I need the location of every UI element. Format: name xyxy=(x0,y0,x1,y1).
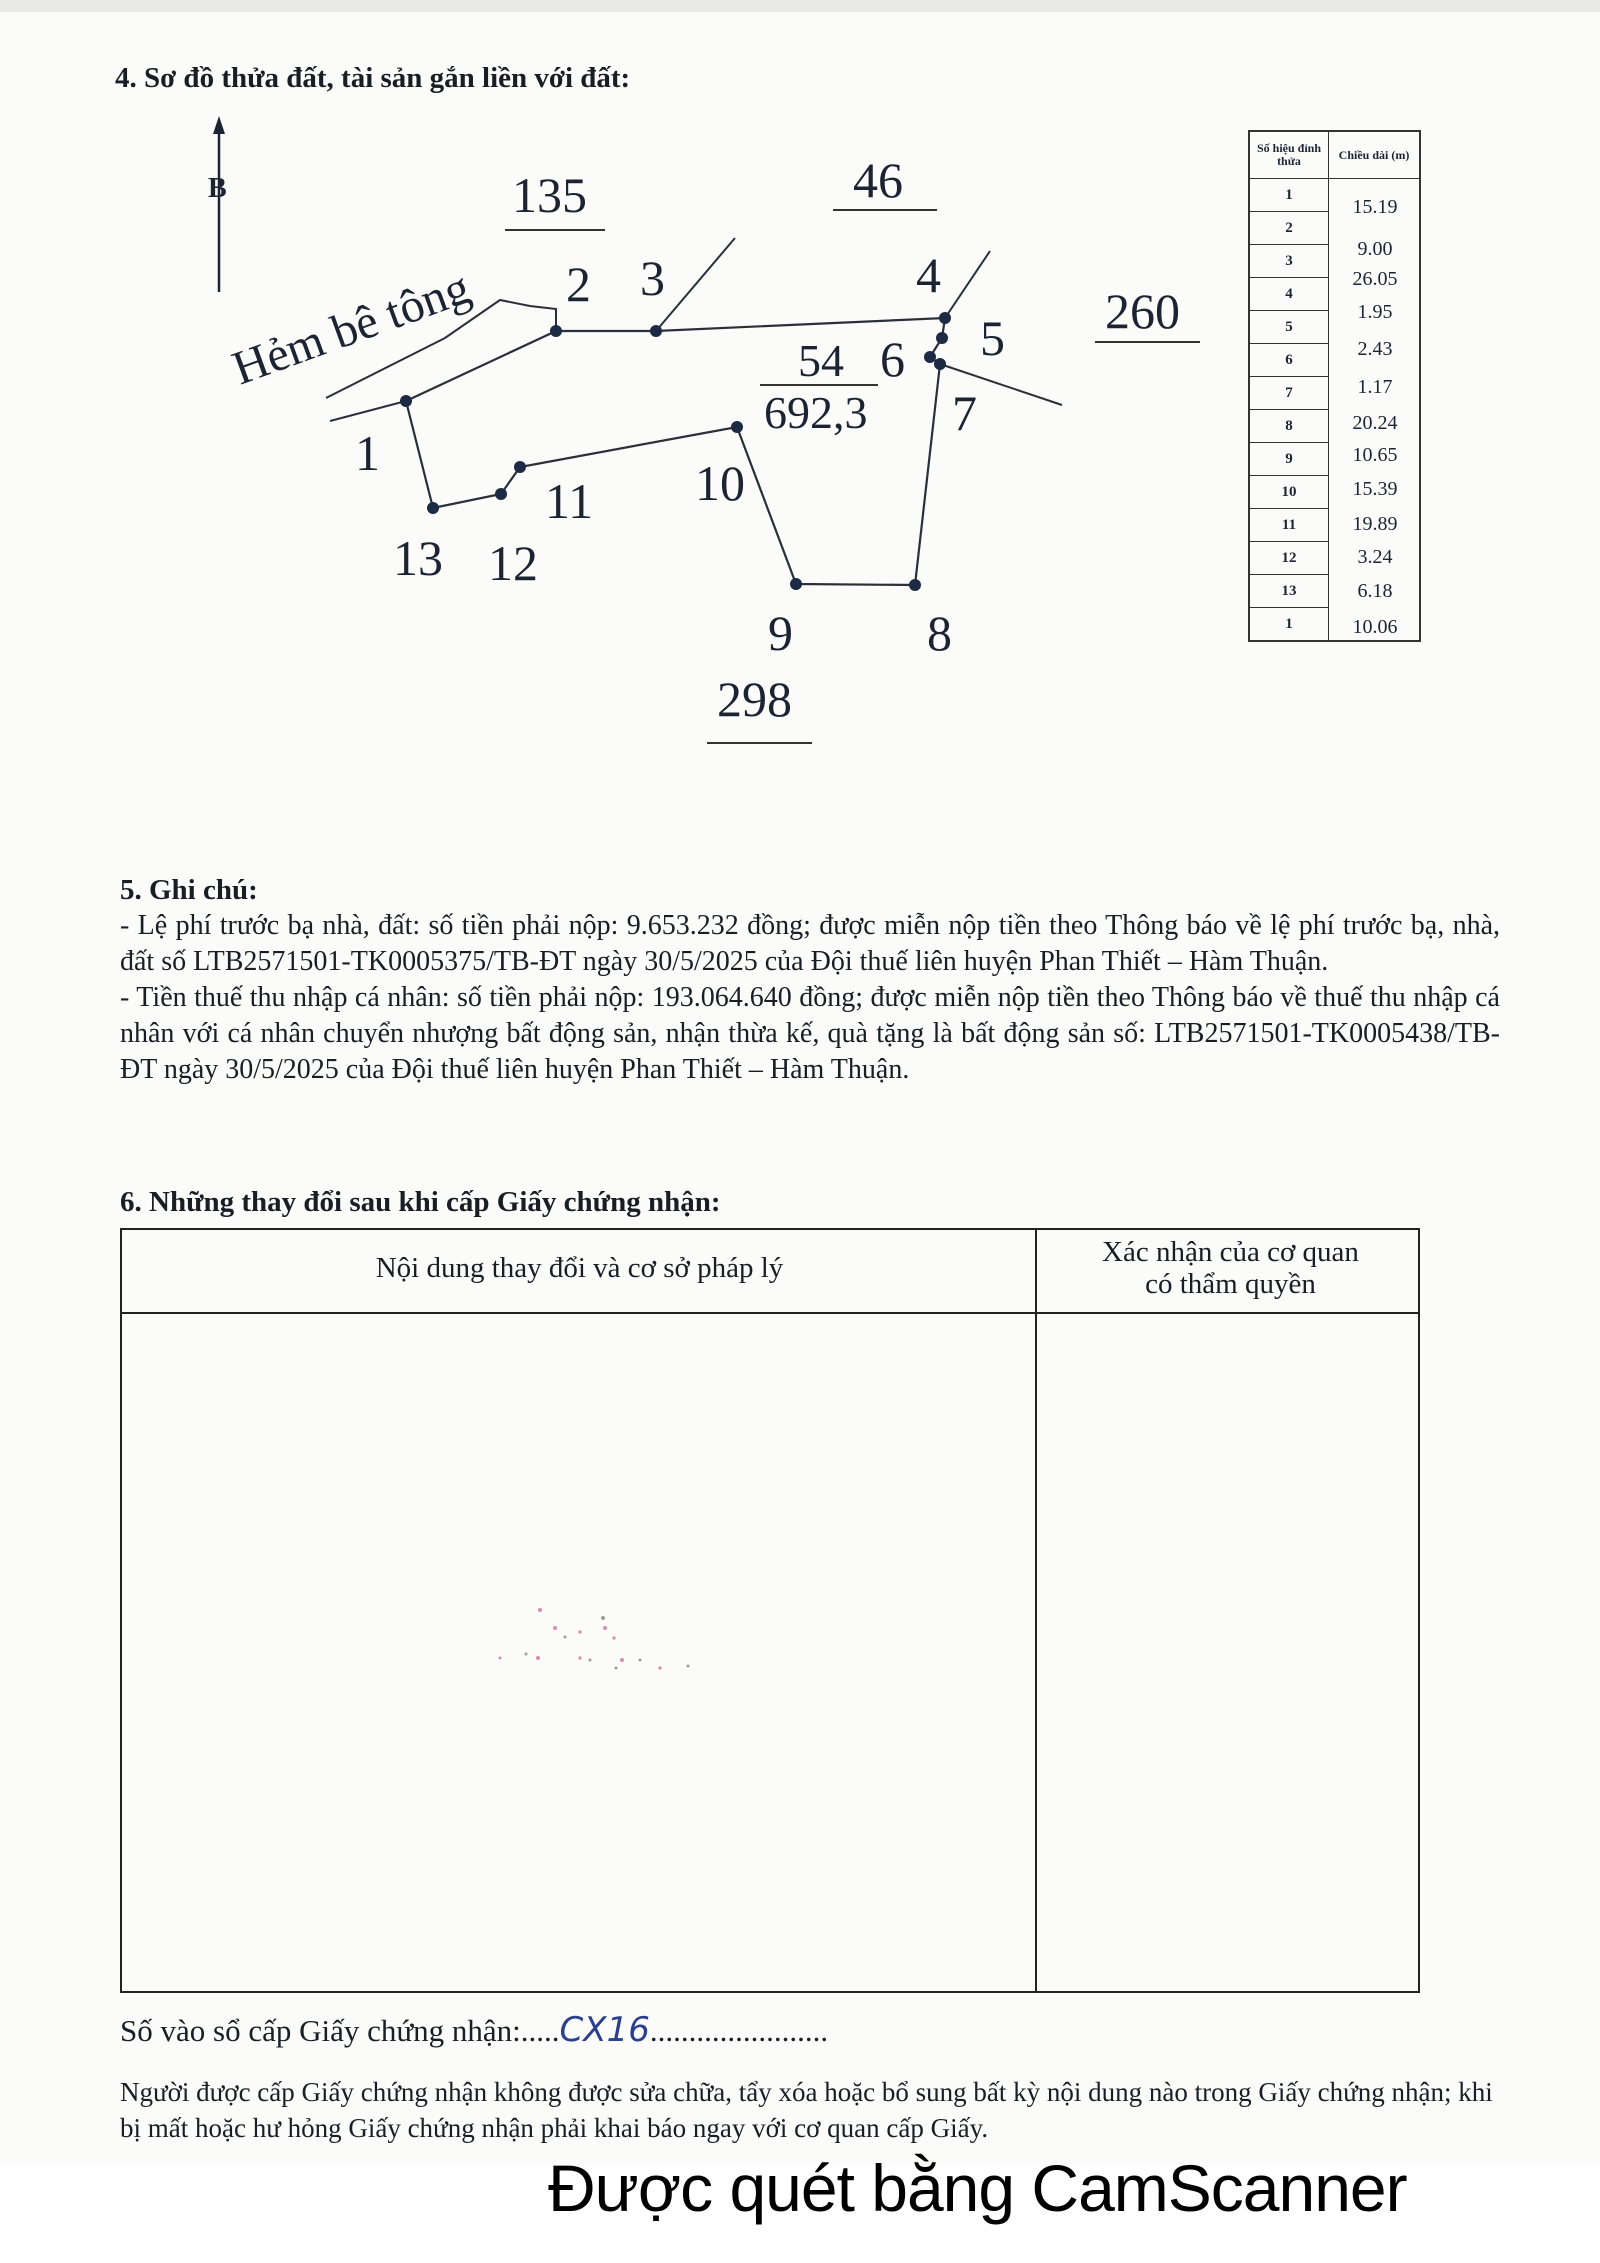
vertex-marker-5 xyxy=(936,332,948,344)
north-arrow-icon xyxy=(213,116,225,292)
length-value: 15.19 xyxy=(1352,196,1398,218)
vertex-label-1: 1 xyxy=(355,425,380,481)
vertex-label-4: 4 xyxy=(916,247,941,303)
registration-dots-before: ..... xyxy=(520,2013,560,2048)
vertex-cell: 13 xyxy=(1249,575,1329,608)
changes-header-authority xyxy=(1039,1236,1422,1300)
registration-label: Số vào sổ cấp Giấy chứng nhận: xyxy=(120,2013,521,2048)
vertex-label-8: 8 xyxy=(927,605,952,661)
vertex-cell: 6 xyxy=(1249,344,1329,377)
vertex-label-2: 2 xyxy=(566,256,591,312)
length-value: 2.43 xyxy=(1357,338,1393,360)
vertex-label-6: 6 xyxy=(880,331,905,387)
registration-dots-after: ....................... xyxy=(649,2013,829,2048)
vertex-label-13: 13 xyxy=(393,530,443,586)
length-value: 1.17 xyxy=(1357,376,1393,398)
length-value: 15.39 xyxy=(1352,478,1398,500)
vertex-cell: 8 xyxy=(1249,410,1329,443)
vertex-cell: 4 xyxy=(1249,278,1329,311)
parcel-number: 54 xyxy=(798,335,844,386)
vertex-cell: 12 xyxy=(1249,542,1329,575)
vertex-cell: 9 xyxy=(1249,443,1329,476)
vertex-cell: 10 xyxy=(1249,476,1329,509)
vertex-marker-8 xyxy=(909,579,921,591)
vertex-cell: 1 xyxy=(1249,179,1329,212)
vertex-marker-13 xyxy=(427,502,439,514)
length-value: 3.24 xyxy=(1357,546,1393,568)
table-header-length: Chiều dài (m) xyxy=(1329,131,1421,179)
neighbor-parcel-298: 298 xyxy=(717,671,792,727)
length-value: 6.18 xyxy=(1357,580,1393,602)
section5-title: 5. Ghi chú: xyxy=(120,874,258,906)
vertex-marker-4 xyxy=(939,312,951,324)
road-label: Hẻm bê tông xyxy=(225,260,477,396)
note-registration-fee: - Lệ phí trước bạ nhà, đất: số tiền phải nộp: 9.653.232 đồng; được miễn nộp tiền theo Thông báo về lệ phí trước bạ, nhà, đất số LTB2571501-TK0005375/TB-ĐT ngày 30/5/2025 của Đội thuế liên huyện Phan Thiết – Hàm Thuận. xyxy=(120,910,1500,977)
vertex-label-5: 5 xyxy=(980,310,1005,366)
vertex-label-11: 11 xyxy=(545,473,594,529)
vertex-label-12: 12 xyxy=(488,535,538,591)
vertex-label-3: 3 xyxy=(640,250,665,306)
length-value: 9.00 xyxy=(1357,238,1393,260)
parcel-area: 692,3 xyxy=(764,387,868,438)
vertex-marker-3 xyxy=(650,325,662,337)
note-income-tax: - Tiền thuế thu nhập cá nhân: số tiền phải nộp: 193.064.640 đồng; được miễn nộp tiền theo Thông báo về thuế thu nhập cá nhân với cá nhân chuyển nhượng bất động sản, nhận thừa kế, quà tặng là bất động sản số: LTB2571501-TK0005438/TB-ĐT ngày 30/5/2025 của Đội thuế liên huyện Phan Thiết – Hàm Thuận. xyxy=(120,982,1500,1085)
changes-header-content: Nội dung thay đổi và cơ sở pháp lý xyxy=(375,1252,784,1284)
vertex-markers xyxy=(400,312,951,591)
vertex-cell: 11 xyxy=(1249,509,1329,542)
vertex-marker-10 xyxy=(731,421,743,433)
neighbor-parcel-46: 46 xyxy=(853,152,903,208)
section6-title: 6. Những thay đổi sau khi cấp Giấy chứng nhận: xyxy=(120,1186,721,1218)
notes-section xyxy=(120,872,1500,1088)
north-label: B xyxy=(208,173,227,204)
warning-text: Người được cấp Giấy chứng nhận không được sửa chữa, tẩy xóa hoặc bổ sung bất kỳ nội dung nào trong Giấy chứng nhận; khi bị mất hoặc hư hỏng Giấy chứng nhận phải khai báo ngay với cơ quan cấp Giấy. xyxy=(120,2077,1493,2143)
length-value: 10.06 xyxy=(1352,616,1398,638)
vertex-label-9: 9 xyxy=(768,605,793,661)
vertex-marker-1 xyxy=(400,395,412,407)
table-header-vertex: Số hiệu đỉnh thửa xyxy=(1249,131,1329,179)
vertex-marker-6 xyxy=(924,351,936,363)
vertex-marker-7 xyxy=(934,358,946,370)
vertex-marker-11 xyxy=(514,461,526,473)
length-value: 19.89 xyxy=(1352,513,1398,535)
length-value: 1.95 xyxy=(1357,301,1393,323)
neighbor-parcel-260: 260 xyxy=(1105,283,1180,339)
length-value: 20.24 xyxy=(1352,412,1398,434)
vertex-cell: 3 xyxy=(1249,245,1329,278)
changes-table xyxy=(120,1228,1420,1993)
authority-header-line2: có thẩm quyền xyxy=(1145,1268,1316,1300)
vertex-cell: 5 xyxy=(1249,311,1329,344)
vertex-cell: 7 xyxy=(1249,377,1329,410)
vertex-label-10: 10 xyxy=(695,455,745,511)
neighbor-parcel-135: 135 xyxy=(512,167,587,223)
registration-line xyxy=(120,2010,828,2050)
vertex-marker-2 xyxy=(550,325,562,337)
vertex-cell: 1 xyxy=(1249,608,1329,642)
faint-stamp-marks xyxy=(460,1590,720,1670)
vertex-marker-12 xyxy=(495,488,507,500)
section4-title: 4. Sơ đồ thửa đất, tài sản gắn liền với đất: xyxy=(115,62,631,94)
length-value: 26.05 xyxy=(1352,268,1398,290)
length-value: 10.65 xyxy=(1352,444,1398,466)
vertex-cell: 2 xyxy=(1249,212,1329,245)
vertex-marker-9 xyxy=(790,578,802,590)
registration-number-handwritten: CX16 xyxy=(559,2010,650,2050)
camscanner-watermark: Được quét bằng CamScanner xyxy=(548,2151,1407,2225)
parcel-boundary xyxy=(406,318,945,585)
vertex-label-7: 7 xyxy=(952,385,977,441)
authority-header-line1: Xác nhận của cơ quan xyxy=(1102,1236,1359,1268)
